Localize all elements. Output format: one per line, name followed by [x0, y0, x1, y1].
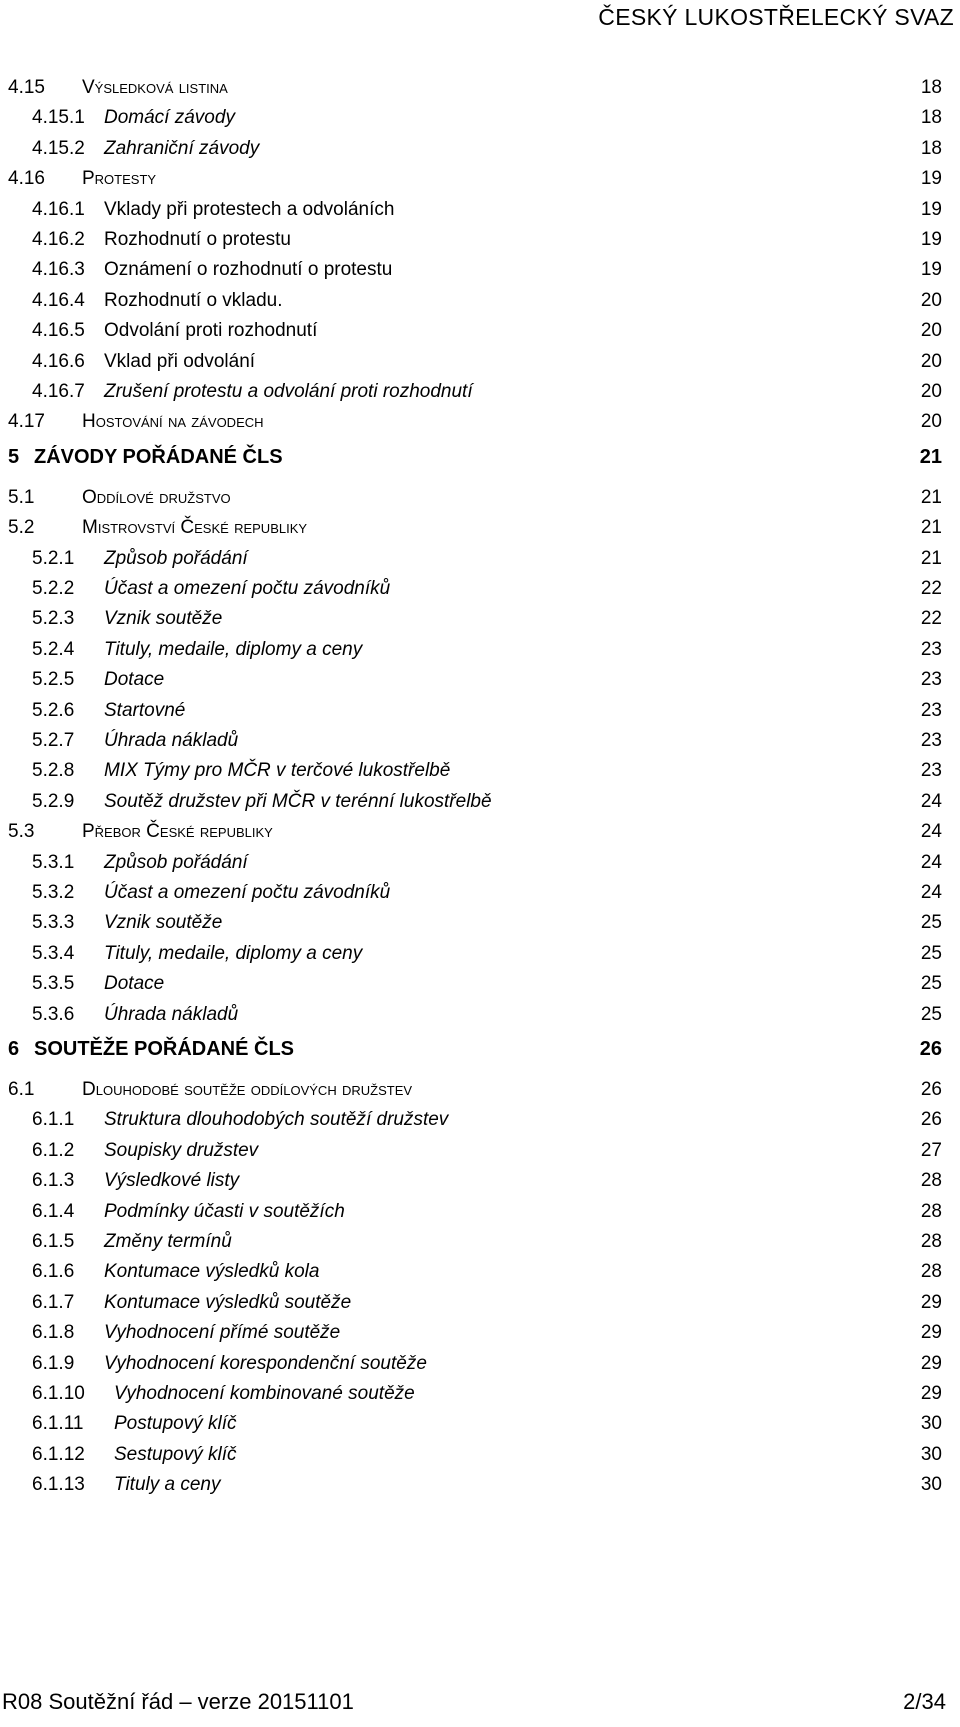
toc-entry-title: Způsob pořádání [104, 851, 248, 873]
toc-entry[interactable] [0, 1197, 960, 1227]
toc-entry-number: 6.1.12 [32, 1443, 85, 1465]
toc-entry-title: Rozhodnutí o vkladu. [104, 289, 283, 311]
toc-entry[interactable] [0, 407, 960, 437]
toc-entry-title: Vyhodnocení přímé soutěže [104, 1322, 341, 1344]
toc-entry-page: 23 [920, 638, 942, 660]
toc-entry[interactable] [0, 848, 960, 878]
toc-entry-page: 23 [920, 669, 942, 691]
toc-entry-title: Mistrovství České republiky [82, 517, 308, 539]
toc-entry-title: Výsledková listina [82, 77, 228, 98]
toc-entry[interactable] [0, 878, 960, 908]
toc-entry-number: 6.1.9 [32, 1352, 75, 1374]
toc-entry-number: 6 [8, 1038, 20, 1060]
toc-entry-page: 20 [920, 320, 942, 342]
toc-entry-number: 6.1.5 [32, 1231, 75, 1252]
toc-entry-title: Účast a omezení počtu závodníků [104, 882, 391, 903]
toc-entry-number: 4.16.1 [32, 198, 85, 220]
toc-entry[interactable] [0, 316, 960, 346]
toc-entry[interactable] [0, 665, 960, 695]
toc-entry-number: 4.16.7 [32, 381, 85, 402]
toc-entry-number: 6.1.8 [32, 1322, 75, 1344]
toc-entry-title: Přebor České republiky [82, 821, 273, 843]
toc-entry[interactable] [0, 574, 960, 604]
toc-entry-title: Tituly, medaile, diplomy a ceny [104, 638, 363, 660]
toc-entry-title: Vklad při odvolání [104, 350, 256, 372]
toc-entry-number: 4.15 [8, 77, 45, 98]
toc-entry-number: 6.1.11 [32, 1413, 84, 1435]
toc-entry[interactable] [0, 1409, 960, 1439]
toc-entry-page: 28 [920, 1200, 942, 1222]
toc-entry-page: 27 [920, 1139, 942, 1161]
toc-entry-title: Vznik soutěže [104, 912, 223, 934]
toc-entry-page: 22 [920, 578, 942, 599]
toc-entry-title: Struktura dlouhodobých soutěží družstev [104, 1109, 449, 1131]
toc-entry-number: 6.1 [8, 1079, 35, 1100]
toc-entry[interactable] [0, 1257, 960, 1287]
toc-entry-page: 24 [920, 790, 942, 812]
toc-entry-number: 5.2 [8, 517, 35, 539]
toc-entry-page: 28 [920, 1231, 942, 1252]
toc-entry-page: 24 [920, 821, 942, 843]
toc-entry-page: 26 [919, 1038, 942, 1060]
toc-entry-page: 24 [920, 882, 942, 903]
toc-entry-page: 19 [920, 168, 942, 190]
toc-entry-title: Domácí závody [104, 107, 235, 129]
toc-entry-page: 21 [919, 445, 942, 468]
toc-entry-title: Hostování na závodech [82, 411, 264, 433]
toc-entry[interactable] [0, 1105, 960, 1135]
toc-entry-page: 25 [920, 942, 942, 964]
toc-entry-page: 25 [920, 912, 942, 934]
toc-entry-title: Tituly a ceny [114, 1474, 221, 1496]
toc-entry[interactable] [0, 73, 960, 103]
toc-entry-number: 5.2.9 [32, 790, 75, 812]
toc-entry-number: 5.3 [8, 821, 35, 843]
toc-entry-page: 20 [920, 350, 942, 372]
toc-entry[interactable] [0, 726, 960, 756]
toc-entry[interactable] [0, 696, 960, 726]
toc-entry-number: 4.15.1 [32, 107, 85, 129]
toc-entry-number: 5.2.2 [32, 578, 75, 599]
toc-entry-number: 6.1.1 [32, 1109, 75, 1131]
toc-entry-number: 4.16.2 [32, 229, 85, 250]
toc-entry-number: 6.1.2 [32, 1139, 75, 1161]
toc-entry-page: 26 [920, 1109, 942, 1131]
toc-entry-title: Soupisky družstev [104, 1139, 259, 1161]
toc-entry-title: Dotace [104, 669, 165, 691]
toc-entry-number: 6.1.3 [32, 1170, 75, 1192]
toc-entry-title: Úhrada nákladů [104, 1003, 239, 1025]
toc-entry[interactable] [0, 347, 960, 377]
toc-entry[interactable] [0, 604, 960, 634]
toc-entry-number: 4.16.4 [32, 289, 85, 311]
toc-entry-title: Vyhodnocení korespondenční soutěže [104, 1352, 427, 1374]
toc-entry-page: 19 [920, 259, 942, 281]
toc-entry[interactable] [0, 255, 960, 285]
toc-entry-page: 20 [920, 381, 942, 402]
toc-entry-title: Odvolání proti rozhodnutí [104, 320, 318, 342]
toc-entry-title: Způsob pořádání [104, 547, 248, 569]
toc-entry-page: 21 [920, 517, 942, 539]
toc-entry[interactable] [0, 483, 960, 513]
toc-entry-page: 29 [920, 1322, 942, 1344]
toc-entry-title: Změny termínů [104, 1231, 232, 1252]
toc-entry-number: 5.3.2 [32, 882, 75, 903]
toc-entry-title: Postupový klíč [114, 1413, 237, 1435]
toc-entry-title: Výsledkové listy [104, 1170, 240, 1192]
toc-entry-number: 5.3.1 [32, 851, 75, 873]
toc-entry[interactable] [0, 286, 960, 316]
toc-entry[interactable] [0, 225, 960, 255]
toc-entry[interactable] [0, 134, 960, 164]
toc-entry-title: Dlouhodobé soutěže oddílových družstev [82, 1079, 413, 1100]
toc-entry-number: 5.1 [8, 486, 35, 508]
toc-entry-title: Úhrada nákladů [104, 730, 239, 751]
toc-entry-page: 21 [920, 547, 942, 569]
toc-entry-number: 5.2.8 [32, 760, 75, 782]
toc-entry[interactable] [0, 1000, 960, 1030]
toc-entry-number: 4.16 [8, 168, 45, 190]
toc-entry[interactable] [0, 817, 960, 847]
toc-entry-page: 29 [920, 1352, 942, 1374]
toc-entry-page: 26 [920, 1079, 942, 1100]
toc-entry-page: 20 [920, 289, 942, 311]
toc-entry-number: 4.17 [8, 411, 45, 433]
toc-entry-title: SOUTĚŽE POŘÁDANÉ ČLS [34, 1038, 295, 1060]
toc-entry-title: Vklady při protestech a odvoláních [104, 198, 395, 220]
toc-entry-page: 22 [920, 608, 942, 630]
toc-entry-title: Protesty [82, 168, 157, 190]
toc-entry-title: Oznámení o rozhodnutí o protestu [104, 259, 393, 281]
toc-entry-page: 30 [920, 1474, 942, 1496]
toc-entry[interactable] [0, 103, 960, 133]
toc-entry[interactable] [0, 787, 960, 817]
toc-entry[interactable] [0, 1166, 960, 1196]
toc-entry[interactable] [0, 1440, 960, 1470]
toc-entry-title: Dotace [104, 973, 165, 995]
toc-entry-title: Kontumace výsledků soutěže [104, 1291, 352, 1313]
toc-entry-number: 5.3.3 [32, 912, 75, 934]
toc-entry-title: Startovné [104, 699, 186, 721]
toc-entry-title: Kontumace výsledků kola [104, 1261, 320, 1283]
toc-entry-number: 4.15.2 [32, 137, 85, 159]
toc-entry-title: Účast a omezení počtu závodníků [104, 578, 391, 599]
toc-entry-title: Zahraniční závody [104, 137, 260, 159]
toc-entry[interactable] [0, 1288, 960, 1318]
toc-entry[interactable] [0, 1075, 960, 1105]
toc-entry-page: 18 [920, 107, 942, 129]
page-footer [0, 1687, 960, 1727]
toc-entry[interactable] [0, 544, 960, 574]
toc-entry-page: 25 [920, 1003, 942, 1025]
toc-entry-page: 25 [920, 973, 942, 995]
toc-entry-number: 5.2.5 [32, 669, 75, 691]
toc-entry[interactable] [0, 756, 960, 786]
document-header: ČESKÝ LUKOSTŘELECKÝ SVAZ [598, 4, 954, 30]
toc-entry-page: 30 [920, 1443, 942, 1465]
toc-entry-page: 20 [920, 411, 942, 433]
toc-entry-page: 18 [920, 77, 942, 98]
toc-entry[interactable] [0, 1349, 960, 1379]
toc-entry-number: 5.2.7 [32, 730, 75, 751]
toc-entry-number: 5.2.1 [32, 547, 75, 569]
toc-entry[interactable] [0, 1379, 960, 1409]
toc-entry-page: 28 [920, 1170, 942, 1192]
toc-entry-number: 6.1.6 [32, 1261, 75, 1283]
toc-entry-page: 29 [920, 1291, 942, 1313]
toc-entry-number: 4.16.6 [32, 350, 85, 372]
toc-entry-number: 4.16.3 [32, 259, 85, 281]
toc-entry-page: 23 [920, 760, 942, 782]
toc-entry[interactable] [0, 164, 960, 194]
toc-entry-number: 5.2.6 [32, 699, 75, 721]
toc-entry-page: 19 [920, 229, 942, 250]
toc-entry[interactable] [0, 1227, 960, 1257]
toc-entry-number: 5.3.6 [32, 1003, 75, 1025]
toc-entry[interactable] [0, 442, 960, 472]
toc-entry-page: 24 [920, 851, 942, 873]
toc-entry-title: Soutěž družstev při MČR v terénní lukostřelbě [104, 790, 492, 812]
toc-entry[interactable] [0, 1136, 960, 1166]
toc-entry-page: 30 [920, 1413, 942, 1435]
toc-entry-page: 23 [920, 730, 942, 751]
toc-entry[interactable] [0, 1318, 960, 1348]
toc-entry-page: 18 [920, 137, 942, 159]
toc-entry-number: 6.1.10 [32, 1383, 85, 1404]
toc-entry[interactable] [0, 195, 960, 225]
toc-entry-page: 21 [920, 486, 942, 508]
toc-entry-title: Rozhodnutí o protestu [104, 229, 291, 250]
toc-entry[interactable] [0, 377, 960, 407]
toc-entry-title: Oddílové družstvo [82, 486, 231, 508]
toc-entry-number: 6.1.7 [32, 1291, 75, 1313]
footer-document-title: R08 Soutěžní řád – verze 20151101 [2, 1689, 354, 1714]
toc-entry[interactable] [0, 969, 960, 999]
toc-entry-title: MIX Týmy pro MČR v terčové lukostřelbě [104, 760, 451, 782]
toc-entry-title: ZÁVODY POŘÁDANÉ ČLS [34, 445, 283, 468]
toc-entry-title: Zrušení protestu a odvolání proti rozhodnutí [104, 381, 473, 402]
toc-entry[interactable] [0, 908, 960, 938]
toc-entry-number: 5 [8, 445, 20, 468]
toc-entry-number: 6.1.13 [32, 1474, 85, 1496]
toc-entry-title: Vznik soutěže [104, 608, 223, 630]
toc-entry-title: Podmínky účasti v soutěžích [104, 1200, 345, 1222]
toc-entry-number: 5.2.3 [32, 608, 75, 630]
toc-entry-number: 6.1.4 [32, 1200, 75, 1222]
toc-entry-page: 19 [920, 198, 942, 220]
toc-entry-page: 28 [920, 1261, 942, 1283]
toc-entry[interactable] [0, 1034, 960, 1064]
toc-entry-title: Tituly, medaile, diplomy a ceny [104, 942, 363, 964]
toc-entry-page: 23 [920, 699, 942, 721]
toc-entry-title: Vyhodnocení kombinované soutěže [114, 1383, 415, 1404]
toc-entry-page: 29 [920, 1383, 942, 1404]
toc-entry[interactable] [0, 939, 960, 969]
toc-entry[interactable] [0, 1470, 960, 1500]
toc-entry[interactable] [0, 513, 960, 543]
footer-page-number: 2/34 [903, 1689, 946, 1714]
toc-entry-number: 5.3.4 [32, 942, 75, 964]
toc-entry-number: 5.2.4 [32, 638, 75, 660]
toc-entry-title: Sestupový klíč [114, 1443, 237, 1465]
toc-entry[interactable] [0, 635, 960, 665]
toc-entry-number: 4.16.5 [32, 320, 85, 342]
toc-entry-number: 5.3.5 [32, 973, 75, 995]
